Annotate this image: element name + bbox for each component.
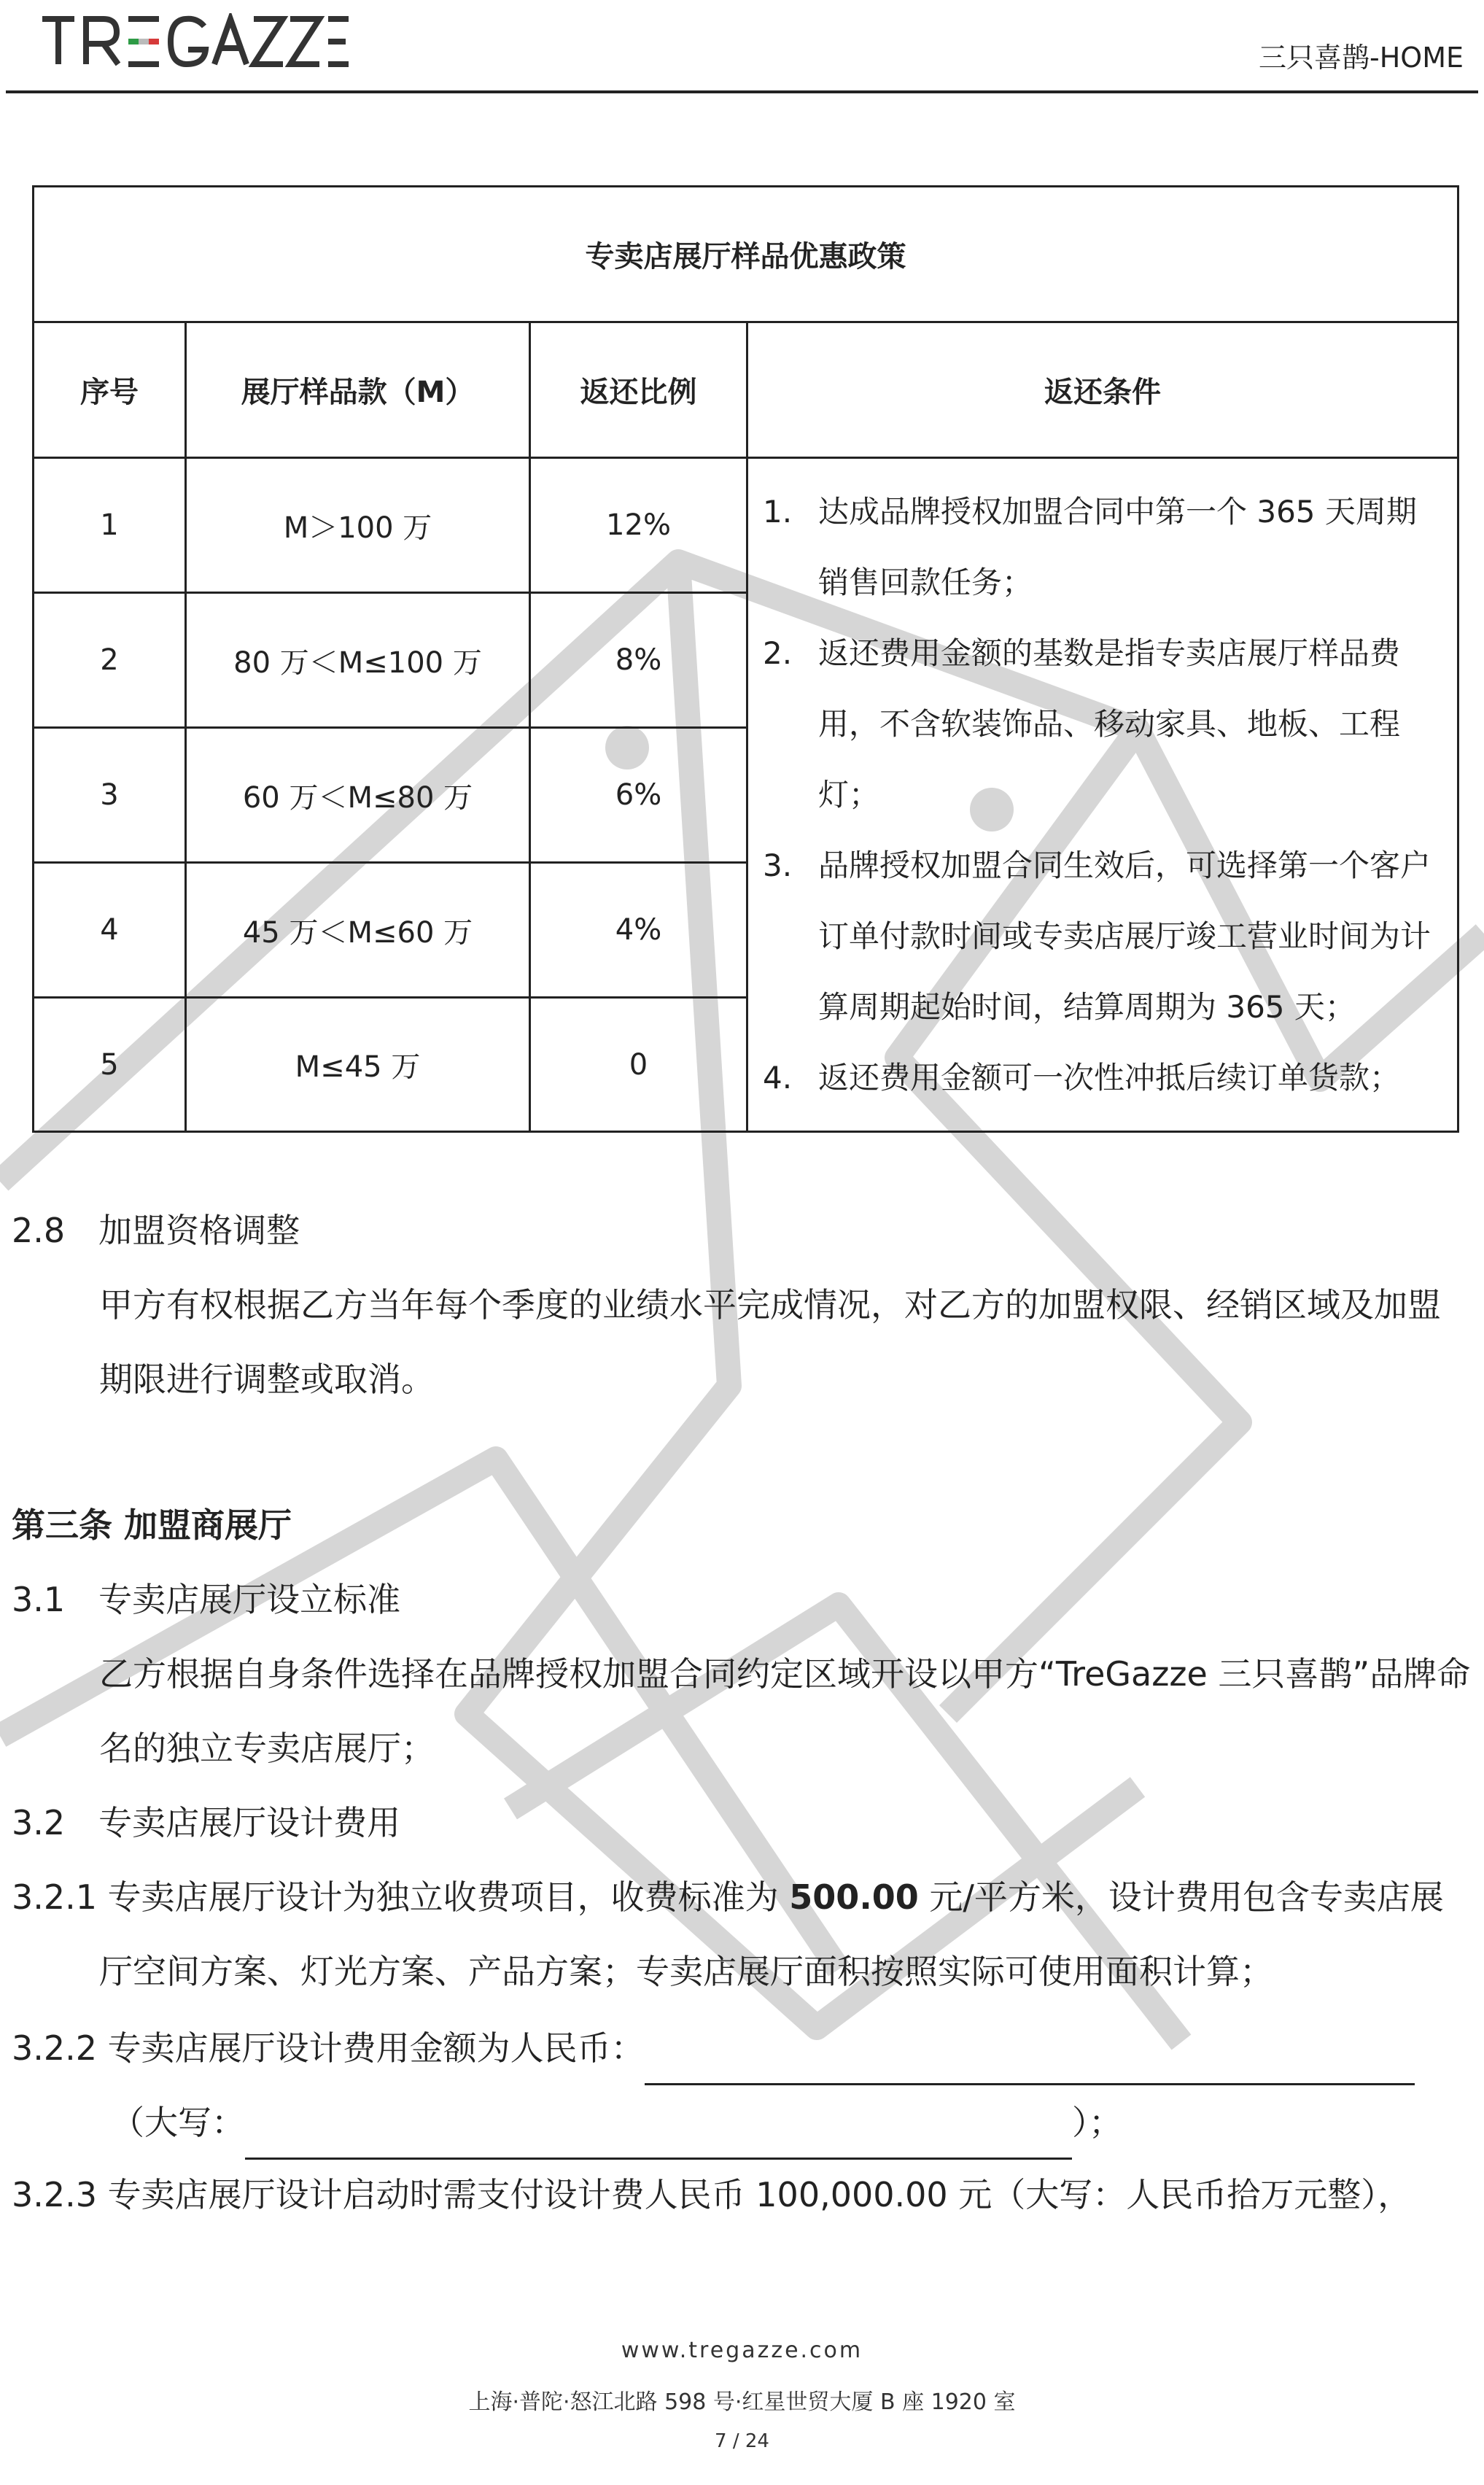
row-no: 2 — [34, 593, 186, 728]
list-item: 3. 品牌授权加盟合同生效后，可选择第一个客户订单付款时间或专卖店展厅竣工营业时间为计算周期起始时间，结算周期为 365 天； — [763, 848, 1431, 1025]
row-ratio: 0 — [530, 998, 747, 1132]
row-range: 45 万＜M≤60 万 — [186, 863, 530, 998]
row-no: 4 — [34, 863, 186, 998]
section-2-8-title: 2.8 加盟资格调整 — [12, 1211, 300, 1250]
policy-table — [32, 185, 1459, 1133]
row-range: M≤45 万 — [186, 998, 530, 1132]
list-item: 2. 返还费用金额的基数是指专卖店展厅样品费用，不含软装饰品、移动家具、地板、工程灯； — [763, 635, 1401, 813]
col-header-sample: 展厅样品款（M） — [186, 322, 530, 458]
header-divider — [6, 90, 1478, 93]
footer-address: 上海·普陀·怒江北路 598 号·红星世贸大厦 B 座 1920 室 — [468, 2389, 1016, 2415]
list-item: 4. 返还费用金额可一次性冲抵后续订单货款； — [763, 1060, 1401, 1096]
section-3-2-2-upper: （大写： ）； — [12, 2083, 1472, 2160]
section-3-1-title: 3.1 专卖店展厅设立标准 — [12, 1580, 401, 1619]
brand-logo — [42, 13, 349, 67]
row-range: 60 万＜M≤80 万 — [186, 728, 530, 863]
article-3-title: 第三条 加盟商展厅 — [12, 1505, 292, 1545]
conditions-cell — [747, 458, 1458, 1132]
header-brand-text: 三只喜鹊-HOME — [1259, 42, 1464, 74]
col-header-no: 序号 — [34, 322, 186, 458]
section-3-2-1-text: 3.2.1 专卖店展厅设计为独立收费项目，收费标准为 500.00 元/平方米，设计费用包含专卖店展厅空间方案、灯光方案、产品方案；专卖店展厅面积按照实际可使用面积计算； — [12, 1877, 1444, 1991]
conditions-list — [763, 476, 1442, 1113]
row-no: 3 — [34, 728, 186, 863]
footer-website: www.tregazze.com — [621, 2338, 863, 2363]
table-row — [34, 458, 1458, 593]
amount-blank-line — [645, 2009, 1415, 2085]
row-ratio: 12% — [530, 458, 747, 593]
row-no: 5 — [34, 998, 186, 1132]
section-3-1-text: 乙方根据自身条件选择在品牌授权加盟合同约定区域开设以甲方“TreGazze 三只喜鹊”品牌命名的独立专卖店展厅； — [99, 1654, 1471, 1768]
amount-upper-blank-line — [245, 2083, 1072, 2160]
row-range: M＞100 万 — [186, 458, 530, 593]
section-3-2-3-text: 3.2.3 专卖店展厅设计启动时需支付设计费人民币 100,000.00 元（大写：人民币拾万元整）， — [12, 2175, 1412, 2214]
row-ratio: 4% — [530, 863, 747, 998]
row-ratio: 8% — [530, 593, 747, 728]
list-item: 1. 达成品牌授权加盟合同中第一个 365 天周期销售回款任务； — [763, 494, 1417, 600]
page-number: 7 / 24 — [715, 2430, 769, 2452]
row-no: 1 — [34, 458, 186, 593]
row-range: 80 万＜M≤100 万 — [186, 593, 530, 728]
section-3-2-title: 3.2 专卖店展厅设计费用 — [12, 1803, 401, 1842]
col-header-conditions: 返还条件 — [747, 322, 1458, 458]
section-2-8-text: 甲方有权根据乙方当年每个季度的业绩水平完成情况，对乙方的加盟权限、经销区域及加盟期限进行调整或取消。 — [99, 1285, 1441, 1399]
section-3-2-2-text: 3.2.2 专卖店展厅设计费用金额为人民币： — [12, 2009, 1472, 2085]
col-header-ratio: 返还比例 — [530, 322, 747, 458]
row-ratio: 6% — [530, 728, 747, 863]
design-fee-rate: 500.00 — [789, 1877, 919, 1917]
table-title: 专卖店展厅样品优惠政策 — [34, 187, 1458, 322]
